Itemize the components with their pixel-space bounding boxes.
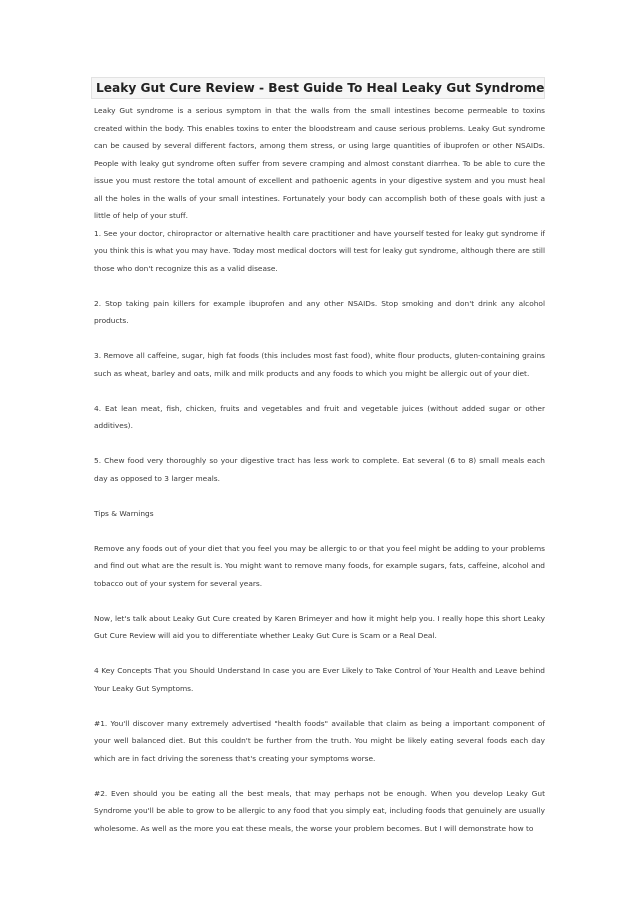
page-title: Leaky Gut Cure Review - Best Guide To Heal Leaky Gut Syndrome — [96, 81, 545, 95]
title-bar — [91, 77, 545, 99]
tips-paragraph: Remove any foods out of your diet that you feel you may be allergic to or that you feel might be adding to your problems and find out what are the result is. You might want to remove many foods, for example sugars, fats, caffeine, alcohol and tobacco out of your system for several years. — [94, 543, 545, 588]
article-body — [91, 102, 545, 837]
step-2-paragraph: 2. Stop taking pain killers for example ibuprofen and any other NSAIDs. Stop smoking and don't drink any alcohol products. — [94, 298, 545, 325]
tips-heading: Tips & Warnings — [94, 508, 154, 518]
step-5-paragraph: 5. Chew food very thoroughly so your digestive tract has less work to complete. Eat several (6 to 8) small meals each day as opposed to 3 larger meals. — [94, 456, 545, 483]
step-1-paragraph: 1. See your doctor, chiropractor or alternative health care practitioner and have yourself tested for leaky gut syndrome if you think this is what you may have. Today most medical doctors will test for leaky gut syndrome, although there are still those who don't recognize this as a valid disease. — [94, 228, 545, 273]
concept-2-paragraph: #2. Even should you be eating all the best meals, that may perhaps not be enough. When you develop Leaky Gut Syndrome you'll be able to grow to be allergic to any food that you simply eat, including foods that genuinely are usually wholesome. As well as the more you eat these meals, the worse your problem becomes. But I will demonstrate how to — [94, 788, 545, 833]
document-page — [91, 77, 545, 837]
concept-1-paragraph: #1. You'll discover many extremely advertised "health foods" available that claim as being a important component of your well balanced diet. But this couldn't be further from the truth. You might be likely eating several foods each day which are in fact driving the soreness that's creating your symptoms worse. — [94, 718, 545, 763]
step-3-paragraph: 3. Remove all caffeine, sugar, high fat foods (this includes most fast food), white flour products, gluten-containing grains such as wheat, barley and oats, milk and milk products and any foods to which you might be allergic out of your diet. — [94, 351, 545, 378]
review-intro-paragraph: Now, let's talk about Leaky Gut Cure created by Karen Brimeyer and how it might help you. I really hope this short Leaky Gut Cure Review will aid you to differentiate whether Leaky Gut Cure is Scam or a Real Deal. — [94, 613, 545, 640]
concepts-paragraph: 4 Key Concepts That you Should Understand In case you are Ever Likely to Take Control of Your Health and Leave behind Your Leaky Gut Symptoms. — [94, 666, 545, 693]
intro-paragraph: Leaky Gut syndrome is a serious symptom in that the walls from the small intestines become permeable to toxins created within the body. This enables toxins to enter the bloodstream and cause serious problems. Leaky Gut syndrome can be caused by several different factors, among them stress, or using large quantities of ibuprofen or other NSAIDs. People with leaky gut syndrome often suffer from severe cramping and almost constant diarrhea. To be able to cure the issue you must restore the total amount of excellent and pathoenic agents in your digestive system and you must heal all the holes in the walls of your small intestines. Fortunately your body can accomplish both of these goals with just a little of help of your stuff. — [94, 106, 545, 220]
step-4-paragraph: 4. Eat lean meat, fish, chicken, fruits and vegetables and fruit and vegetable juices (without added sugar or other additives). — [94, 403, 545, 430]
